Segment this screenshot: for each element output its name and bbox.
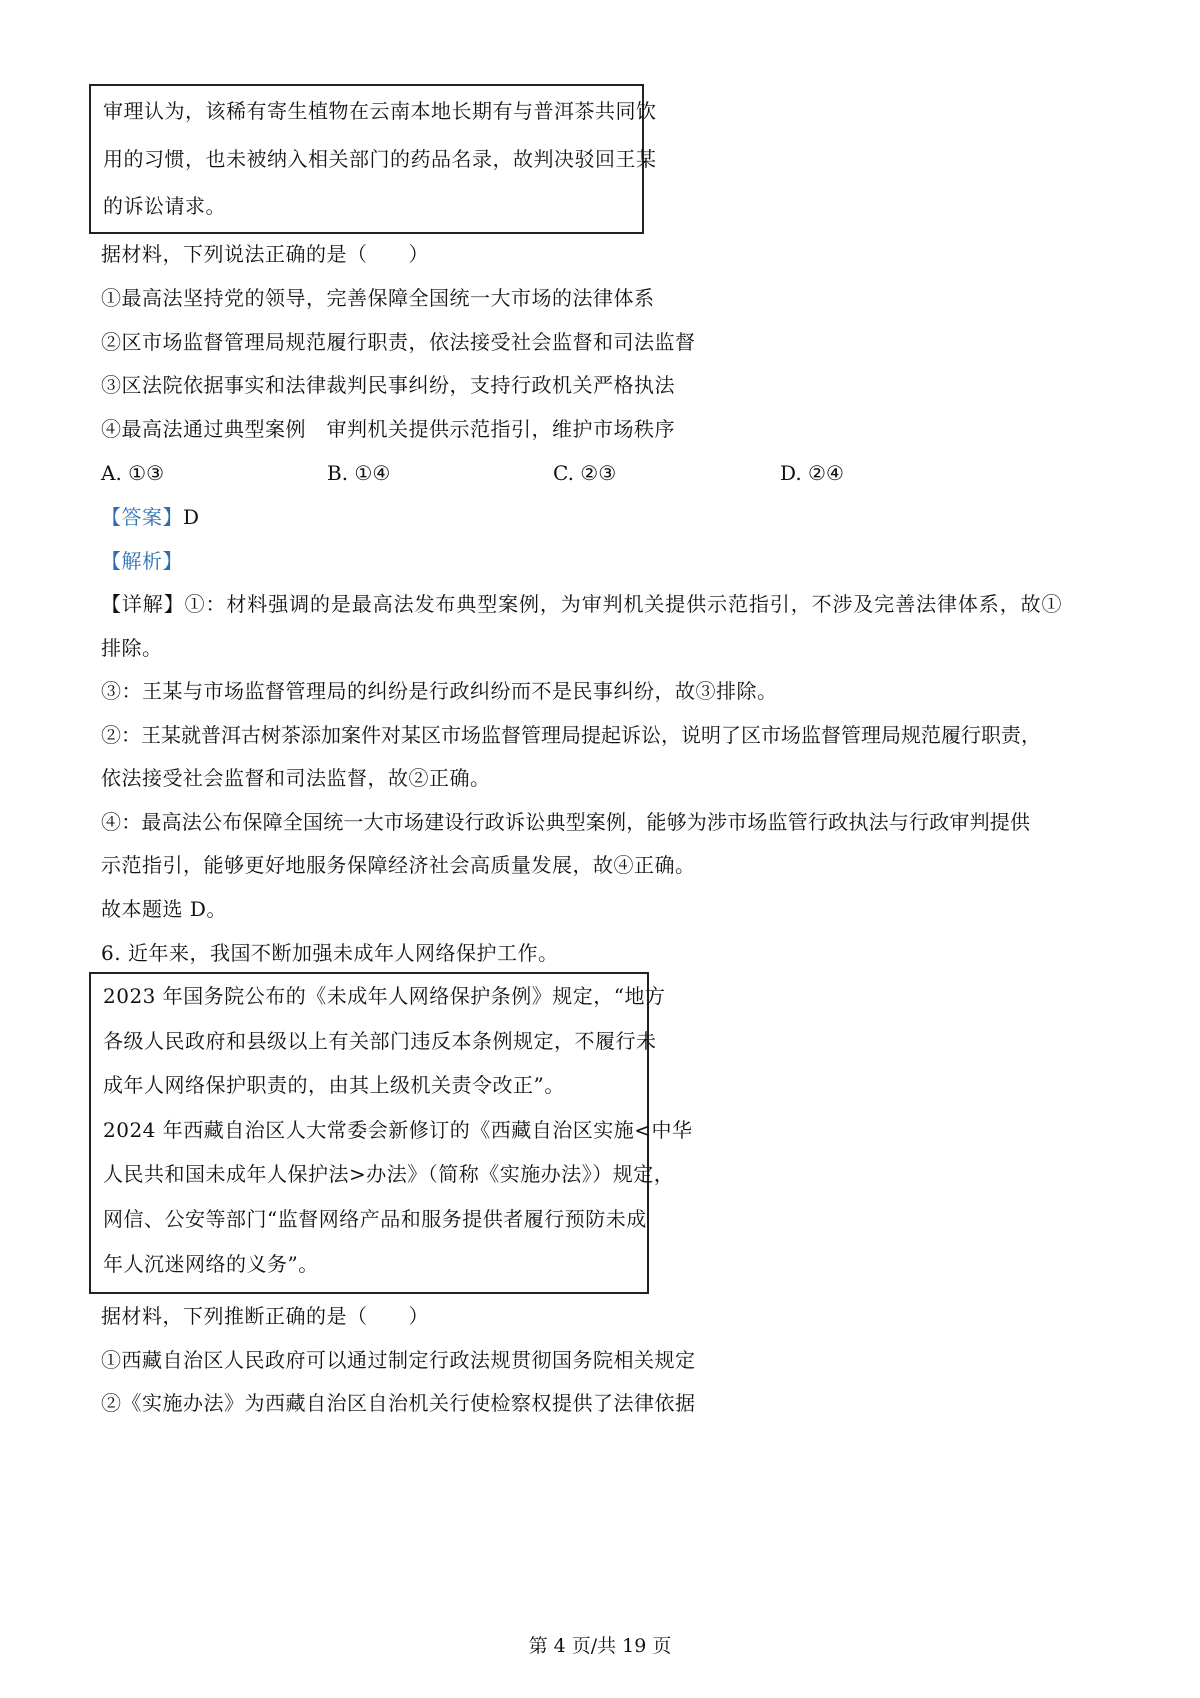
page-footer: 第 4 页/共 19 页 xyxy=(528,1635,672,1657)
option-b: B. ①④ xyxy=(327,461,391,485)
detail-line-3: ③：王某与市场监督管理局的纠纷是行政纠纷而不是民事纠纷，故③排除。 xyxy=(101,679,778,703)
answer-label: 【答案】 xyxy=(101,505,183,529)
answer-row xyxy=(101,503,200,531)
question-6-prompt: 据材料，下列推断正确的是（ ） xyxy=(101,1304,429,1328)
detail-line-5: 依法接受社会监督和司法监督，故②正确。 xyxy=(101,766,491,790)
statement-4: ④最高法通过典型案例 审判机关提供示范指引，维护市场秩序 xyxy=(101,417,675,441)
material-box-1 xyxy=(89,84,657,234)
question-prompt: 据材料，下列说法正确的是（ ） xyxy=(101,242,429,266)
statement-2: ②区市场监督管理局规范履行职责，依法接受社会监督和司法监督 xyxy=(101,330,696,354)
answer-value: D xyxy=(183,505,200,529)
material-line: 人民共和国未成年人保护法>办法》（简称《实施办法》）规定， xyxy=(103,1162,675,1187)
material-line: 成年人网络保护职责的，由其上级机关责令改正”。 xyxy=(103,1073,565,1098)
detail-line-6: ④：最高法公布保障全国统一大市场建设行政诉讼典型案例，能够为涉市场监管行政执法与行政审判提供 xyxy=(101,810,1031,834)
statement-3: ③区法院依据事实和法律裁判民事纠纷，支持行政机关严格执法 xyxy=(101,373,675,397)
material-line: 用的习惯，也未被纳入相关部门的药品名录，故判决驳回王某 xyxy=(103,146,657,171)
detail-label: 【详解】 xyxy=(101,592,185,616)
material-line: 2023 年国务院公布的《未成年人网络保护条例》规定，“地方 xyxy=(103,984,666,1008)
question-6-statement-1: ①西藏自治区人民政府可以通过制定行政法规贯彻国务院相关规定 xyxy=(101,1348,696,1372)
material-line: 审理认为，该稀有寄生植物在云南本地长期有与普洱茶共同饮 xyxy=(103,99,657,123)
statement-1: ①最高法坚持党的领导，完善保障全国统一大市场的法律体系 xyxy=(101,286,655,310)
question-6-stem: 6. 近年来，我国不断加强未成年人网络保护工作。 xyxy=(101,941,559,965)
detail-line-4: ②：王某就普洱古树茶添加案件对某区市场监督管理局提起诉讼，说明了区市场监督管理局规范履行职责， xyxy=(101,723,1041,747)
option-d: D. ②④ xyxy=(780,461,844,485)
analysis-row xyxy=(101,547,183,575)
detail-line-1 xyxy=(101,590,1062,618)
material-line: 的诉讼请求。 xyxy=(103,194,226,218)
detail-line-7: 示范指引，能够更好地服务保障经济社会高质量发展，故④正确。 xyxy=(101,853,696,877)
detail-line-8: 故本题选 D。 xyxy=(101,897,227,921)
material-line: 各级人民政府和县级以上有关部门违反本条例规定，不履行未 xyxy=(103,1028,657,1053)
material-line: 年人沉迷网络的义务”。 xyxy=(103,1251,319,1276)
question-6-statement-2: ②《实施办法》为西藏自治区自治机关行使检察权提供了法律依据 xyxy=(101,1391,696,1415)
detail-line-2: 排除。 xyxy=(101,636,163,660)
detail-text: ①：材料强调的是最高法发布典型案例，为审判机关提供示范指引，不涉及完善法律体系，故① xyxy=(184,592,1063,616)
option-a: A. ①③ xyxy=(101,461,165,485)
option-c: C. ②③ xyxy=(553,461,617,485)
analysis-label: 【解析】 xyxy=(101,549,183,573)
material-box-2 xyxy=(89,972,693,1294)
material-line: 网信、公安等部门“监督网络产品和服务提供者履行预防未成 xyxy=(103,1206,647,1231)
material-line: 2024 年西藏自治区人大常委会新修订的《西藏自治区实施<中华 xyxy=(103,1117,693,1142)
